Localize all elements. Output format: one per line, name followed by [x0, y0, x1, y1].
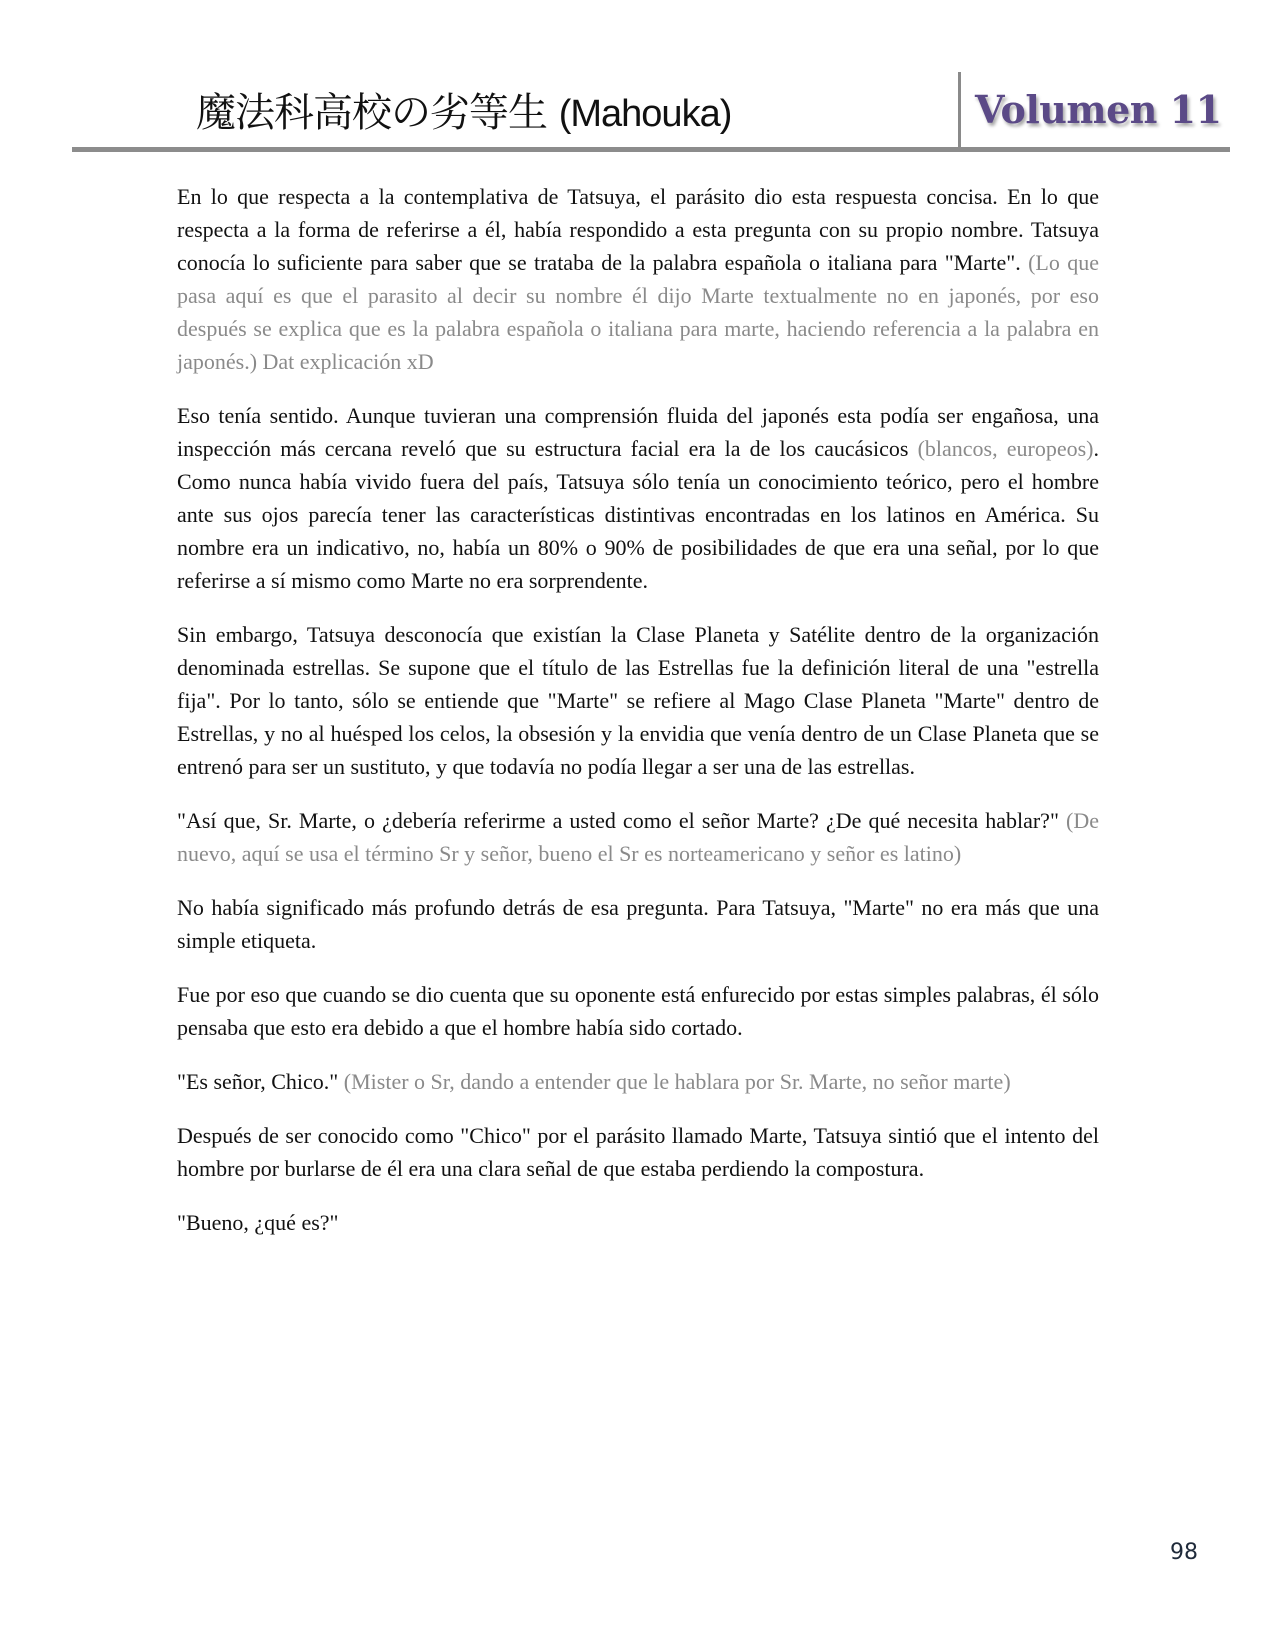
paragraph-text: "Así que, Sr. Marte, o ¿debería referirme a usted como el señor Marte? ¿De qué necesita hablar?" [177, 808, 1067, 833]
paragraph [177, 1065, 1099, 1098]
book-title-japanese: 魔法科高校の劣等生 [196, 90, 547, 136]
translator-note: (Mister o Sr, dando a entender que le hablara por Sr. Marte, no señor marte) [343, 1069, 1011, 1094]
paragraph-text: "Bueno, ¿qué es?" [177, 1210, 339, 1235]
translator-note: (De nuevo, aquí se usa el término Sr y señor, bueno el Sr es norteamericano y señor es latino) [177, 808, 1099, 866]
book-title-latin: (Mahouka) [558, 93, 732, 135]
header-vertical-divider [958, 72, 961, 152]
page-number: 98 [1170, 1540, 1198, 1565]
paragraph [177, 804, 1099, 870]
paragraph [177, 399, 1099, 597]
paragraph-text: Sin embargo, Tatsuya desconocía que existían la Clase Planeta y Satélite dentro de la organización denominada estrellas. Se supone que el título de las Estrellas fue la definición literal de una "estrella fija". Por lo tanto, sólo se entiende que "Marte" se refiere al Mago Clase Planeta "Marte" dentro de Estrellas, y no al huésped los celos, la obsesión y la envidia que venía dentro de un Clase Planeta que se entrenó para ser un sustituto, y que todavía no podía llegar a ser una de las estrellas. [177, 622, 1099, 779]
translator-note: (blancos, europeos) [917, 436, 1094, 461]
book-title [196, 78, 956, 149]
paragraph [177, 180, 1099, 378]
paragraph-text-continued: . Como nunca había vivido fuera del país, Tatsuya sólo tenía un conocimiento teórico, pero el hombre ante sus ojos parecía tener las características distintivas encontradas en los latinos en América. Su nombre era un indicativo, no, había un 80% o 90% de posibilidades de que era una señal, por lo que referirse a sí mismo como Marte no era sorprendente. [177, 436, 1099, 593]
paragraph-text: "Es señor, Chico." [177, 1069, 344, 1094]
header-rule [72, 147, 1230, 152]
paragraph [177, 1119, 1099, 1185]
paragraph-text: Fue por eso que cuando se dio cuenta que su oponente está enfurecido por estas simples palabras, él sólo pensaba que esto era debido a que el hombre había sido cortado. [177, 982, 1099, 1040]
paragraph [177, 891, 1099, 957]
paragraph-text: No había significado más profundo detrás de esa pregunta. Para Tatsuya, "Marte" no era más que una simple etiqueta. [177, 895, 1099, 953]
translator-note: (Lo que pasa aquí es que el parasito al decir su nombre él dijo Marte textualmente no en japonés, por eso después se explica que es la palabra española o italiana para marte, haciendo referencia a la palabra en japonés.) Dat explicación xD [177, 250, 1099, 374]
paragraph [177, 1206, 1099, 1239]
paragraph [177, 978, 1099, 1044]
paragraph-text: En lo que respecta a la contemplativa de Tatsuya, el parásito dio esta respuesta concisa. En lo que respecta a la forma de referirse a él, había respondido a esta pregunta con su propio nombre. Tatsuya conocía lo suficiente para saber que se trataba de la palabra española o italiana para "Marte". [177, 184, 1099, 275]
paragraph [177, 618, 1099, 783]
volume-label: Volumen 11 [975, 87, 1222, 132]
page-body [177, 180, 1099, 1260]
paragraph-text: Después de ser conocido como "Chico" por el parásito llamado Marte, Tatsuya sintió que el intento del hombre por burlarse de él era una clara señal de que estaba perdiendo la compostura. [177, 1123, 1099, 1181]
paragraph-text: Eso tenía sentido. Aunque tuvieran una comprensión fluida del japonés esta podía ser engañosa, una inspección más cercana reveló que su estructura facial era la de los caucásicos [177, 403, 1099, 461]
